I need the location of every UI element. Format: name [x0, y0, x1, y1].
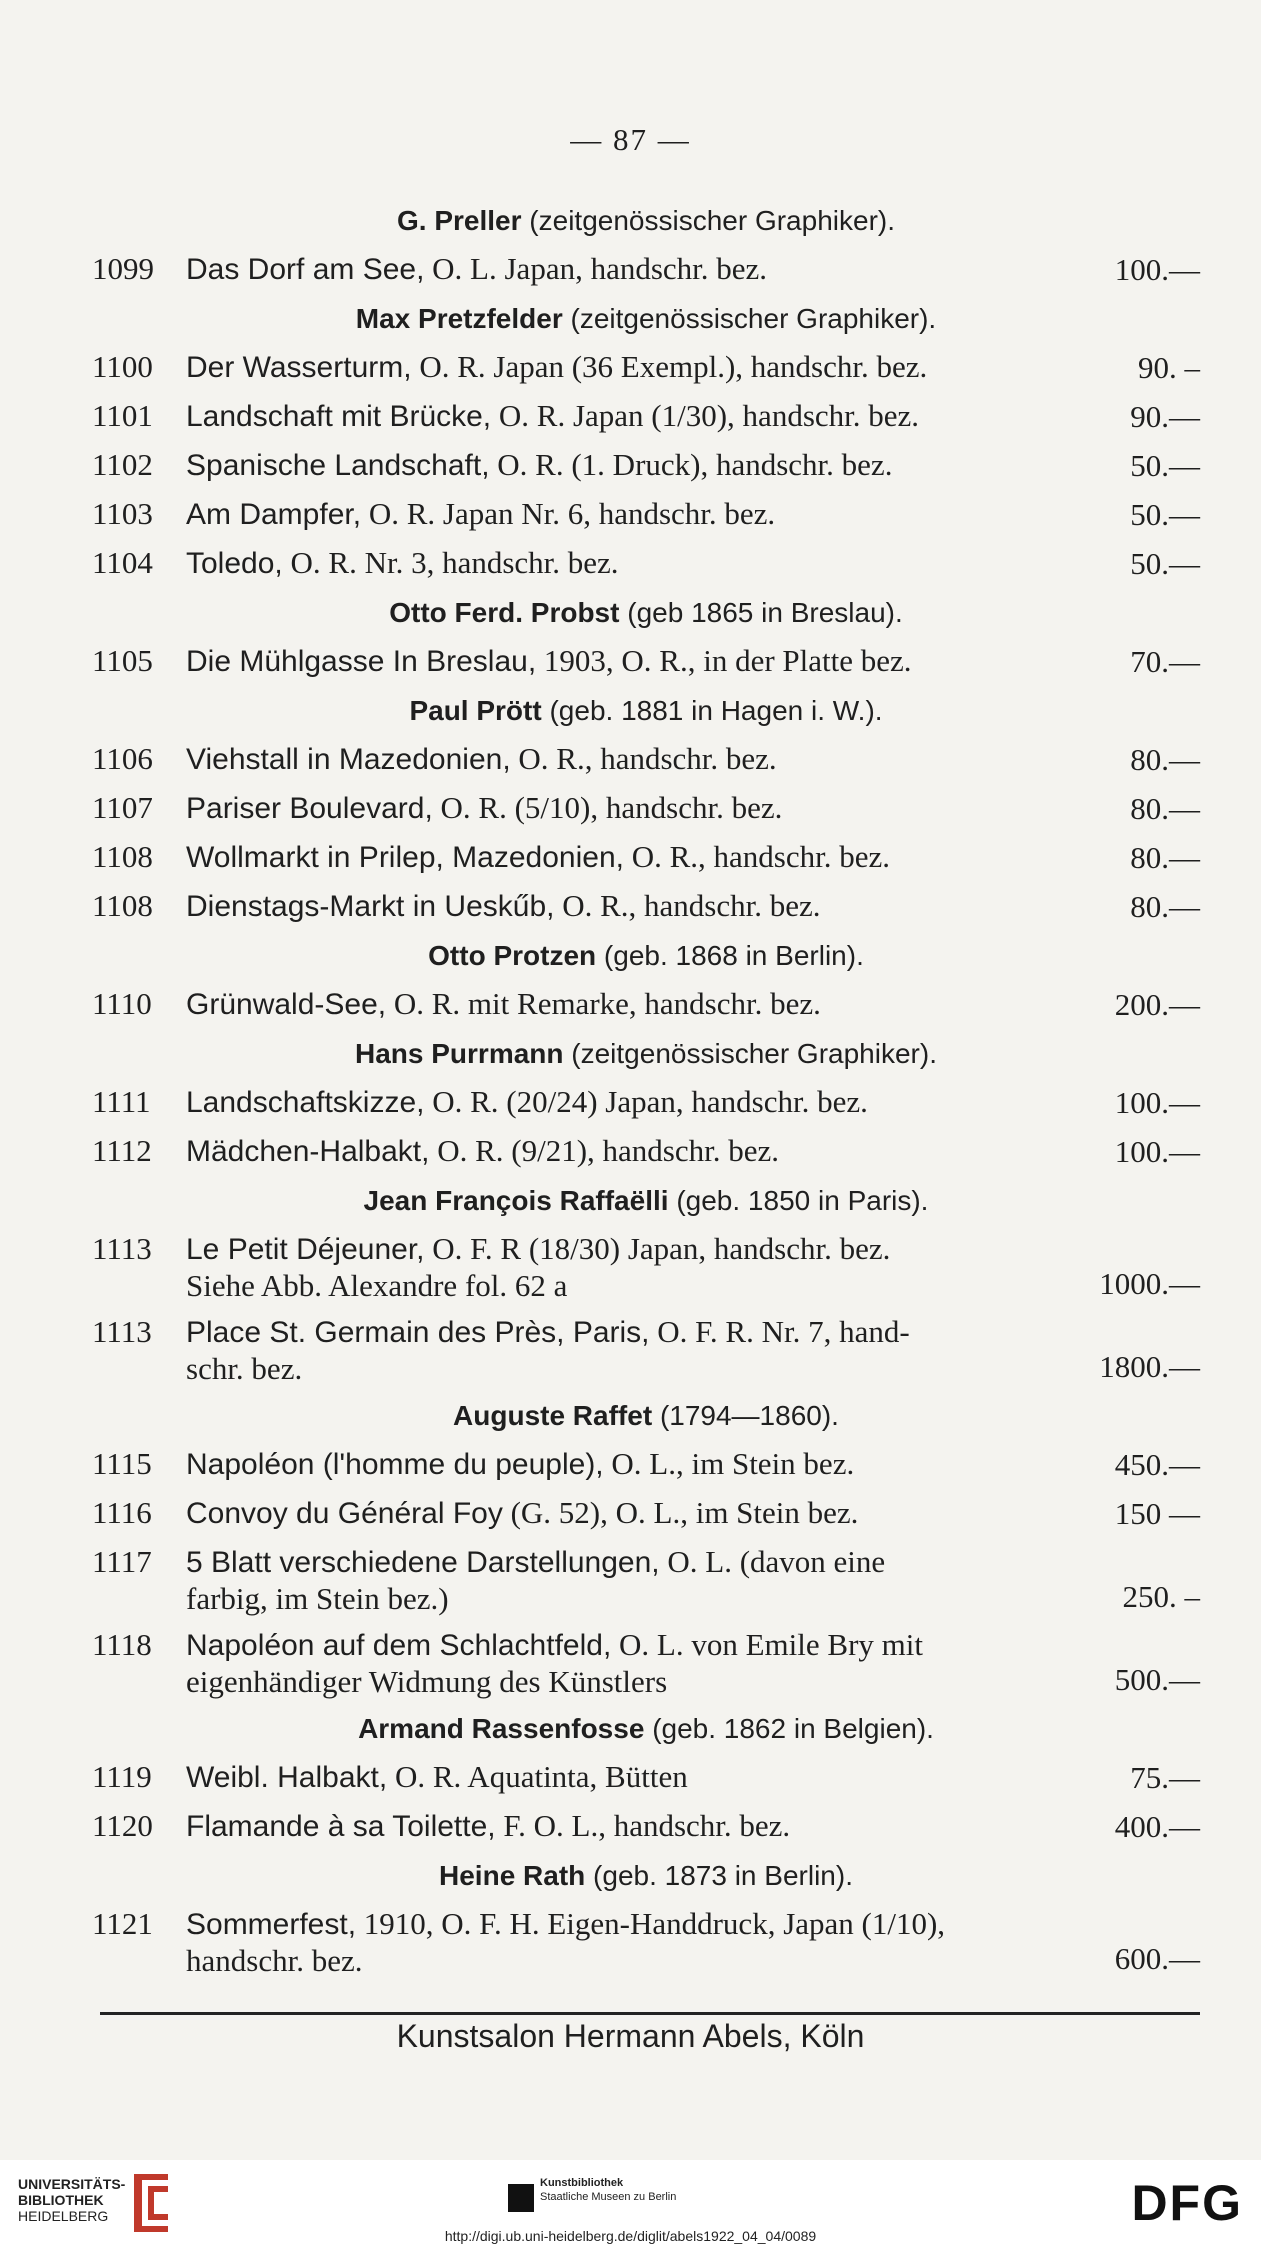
lot-price: 80.— — [1130, 889, 1200, 924]
lot-description — [186, 1538, 1080, 1621]
artist-info: (1794—1860). — [659, 1400, 839, 1431]
lot-number: 1107 — [92, 790, 153, 825]
lot-title: Flamande à sa Toilette, — [186, 1810, 496, 1843]
footer-title: Kunstsalon Hermann Abels, Köln — [396, 2018, 865, 2054]
lot-detail-continued: eigenhändiger Widmung des Künstlers — [186, 1664, 668, 1699]
lot-price: 100.— — [1114, 252, 1200, 287]
lot-price: 100.— — [1114, 1134, 1200, 1169]
catalog-entry — [92, 1753, 1200, 1802]
artist-name: Otto Protzen — [428, 940, 597, 971]
lot-price: 500.— — [1114, 1662, 1200, 1697]
artist-heading — [92, 931, 1200, 980]
catalog-content — [92, 196, 1200, 1983]
lot-description — [186, 1900, 1080, 1983]
catalog-entry — [92, 1440, 1200, 1489]
lot-title: Napoléon (l'homme du peuple), — [186, 1448, 604, 1481]
artist-name: Hans Purrmann — [355, 1038, 564, 1069]
lot-detail: O. R. Aquatinta, Bütten — [387, 1759, 688, 1794]
lot-price: 50.— — [1130, 497, 1200, 532]
library-line2: BIBLIOTHEK — [18, 2192, 104, 2208]
lot-number: 1120 — [92, 1808, 153, 1843]
lot-detail: O. R., handschr. bez. — [510, 741, 777, 776]
lot-detail-continued: farbig, im Stein bez.) — [186, 1581, 449, 1616]
lot-description — [186, 343, 1080, 392]
lot-title: Pariser Boulevard, — [186, 792, 433, 825]
lot-description — [186, 539, 1080, 588]
lot-number: 1108 — [92, 839, 153, 874]
catalog-entry — [92, 1308, 1200, 1391]
lot-detail: F. O. L., handschr. bez. — [495, 1808, 791, 1843]
artist-name: Max Pretzfelder — [355, 303, 563, 334]
catalog-entry — [92, 1621, 1200, 1704]
lot-price: 90. – — [1138, 350, 1200, 385]
lot-detail: O. L., im Stein bez. — [603, 1446, 855, 1481]
lot-price: 600.— — [1114, 1941, 1200, 1976]
lot-number: 1118 — [92, 1627, 152, 1662]
library-line1: UNIVERSITÄTS- — [18, 2176, 126, 2192]
lot-detail-continued: Siehe Abb. Alexandre fol. 62 a — [186, 1268, 568, 1303]
lot-title: Dienstags-Markt in Ueskűb, — [186, 890, 555, 923]
artist-name: Heine Rath — [439, 1860, 586, 1891]
catalog-entry — [92, 1802, 1200, 1851]
artist-info: (geb 1865 in Breslau). — [627, 597, 903, 628]
lot-description — [186, 441, 1080, 490]
lot-title: Place St. Germain des Près, Paris, — [186, 1316, 650, 1349]
catalog-entry — [92, 1225, 1200, 1308]
lot-number: 1112 — [92, 1133, 152, 1168]
lot-detail: O. R. (1. Druck), handschr. bez. — [489, 447, 893, 482]
lot-title: Wollmarkt in Prilep, Mazedonien, — [186, 841, 624, 874]
lot-price: 50.— — [1130, 448, 1200, 483]
lot-price: 450.— — [1114, 1447, 1200, 1482]
lot-number: 1116 — [92, 1495, 152, 1530]
lot-detail: O. F. R (18/30) Japan, handschr. bez. — [424, 1231, 891, 1266]
lot-title: Viehstall in Mazedonien, — [186, 743, 511, 776]
lot-description — [186, 833, 1080, 882]
lot-detail: O. R. (20/24) Japan, handschr. bez. — [424, 1084, 868, 1119]
artist-name: Auguste Raffet — [453, 1400, 653, 1431]
lot-number: 1099 — [92, 251, 154, 286]
lot-detail-continued: schr. bez. — [186, 1351, 303, 1386]
lot-detail: O. F. R. Nr. 7, hand- — [649, 1314, 910, 1349]
lot-number: 1108 — [92, 888, 153, 923]
lot-number: 1111 — [92, 1084, 151, 1119]
lot-detail: O. R. Japan (36 Exempl.), handschr. bez. — [411, 349, 928, 384]
catalog-entry — [92, 441, 1200, 490]
catalog-entry — [92, 245, 1200, 294]
lot-detail-continued: handschr. bez. — [186, 1943, 363, 1978]
lot-price: 100.— — [1114, 1085, 1200, 1120]
artist-heading — [92, 1029, 1200, 1078]
lot-title: Die Mühlgasse In Breslau, — [186, 645, 537, 678]
artist-info: (zeitgenössischer Graphiker). — [571, 1038, 937, 1069]
source-url-link[interactable]: http://digi.ub.uni-heidelberg.de/diglit/abels1922_04_04/0089 — [444, 2228, 817, 2244]
lot-title: Convoy du Général Foy — [186, 1497, 503, 1530]
catalog-entry — [92, 1078, 1200, 1127]
lot-price: 80.— — [1130, 840, 1200, 875]
lot-detail: O. R. Japan (1/30), handschr. bez. — [491, 398, 920, 433]
lot-description — [186, 735, 1080, 784]
kb-line1: Kunstbibliothek — [540, 2177, 624, 2189]
catalog-entry — [92, 392, 1200, 441]
lot-number: 1117 — [92, 1544, 152, 1579]
catalog-entry — [92, 882, 1200, 931]
lot-title: Das Dorf am See, — [186, 253, 425, 286]
ub-heidelberg-label — [18, 2176, 125, 2224]
digitization-bar — [0, 2160, 1261, 2248]
lot-title: Mädchen-Halbakt, — [186, 1135, 430, 1168]
library-line3: HEIDELBERG — [18, 2208, 109, 2224]
lot-description — [186, 784, 1080, 833]
kb-line2: Staatliche Museen zu Berlin — [540, 2191, 677, 2203]
lot-number: 1101 — [92, 398, 153, 433]
catalog-entry — [92, 1489, 1200, 1538]
lot-description — [186, 1489, 1080, 1538]
lot-number: 1113 — [92, 1314, 152, 1349]
artist-info: (geb. 1850 in Paris). — [676, 1185, 929, 1216]
lot-number: 1104 — [92, 545, 153, 580]
page-number: — 87 — — [570, 122, 691, 157]
lot-price: 80.— — [1130, 742, 1200, 777]
catalog-entry — [92, 637, 1200, 686]
lot-detail: O. R. (5/10), handschr. bez. — [432, 790, 783, 825]
lot-title: Le Petit Déjeuner, — [186, 1233, 425, 1266]
lot-description — [186, 245, 1080, 294]
lot-number: 1115 — [92, 1446, 152, 1481]
catalog-entry — [92, 1900, 1200, 1983]
catalog-entry — [92, 980, 1200, 1029]
catalog-entry — [92, 343, 1200, 392]
artist-heading — [92, 196, 1200, 245]
artist-info: (geb. 1868 in Berlin). — [603, 940, 864, 971]
lot-detail: O. L. Japan, handschr. bez. — [424, 251, 768, 286]
catalog-entry — [92, 539, 1200, 588]
artist-name: Jean François Raffaëlli — [363, 1185, 669, 1216]
lot-number: 1105 — [92, 643, 153, 678]
artist-name: Paul Prött — [409, 695, 542, 726]
lot-title: Weibl. Halbakt, — [186, 1761, 388, 1794]
lot-description — [186, 1440, 1080, 1489]
lot-title: Grünwald-See, — [186, 988, 387, 1021]
lot-detail: O. R., handschr. bez. — [554, 888, 821, 923]
kunstbibliothek-icon — [508, 2184, 534, 2212]
lot-description — [186, 1308, 1080, 1391]
lot-detail: O. R., handschr. bez. — [623, 839, 890, 874]
artist-info: (geb. 1873 in Berlin). — [593, 1860, 853, 1891]
lot-price: 90.— — [1130, 399, 1200, 434]
artist-info: (zeitgenössischer Graphiker). — [529, 205, 895, 236]
artist-heading — [92, 686, 1200, 735]
catalog-entry — [92, 1127, 1200, 1176]
artist-name: Otto Ferd. Probst — [389, 597, 620, 628]
artist-heading — [92, 1704, 1200, 1753]
footer-rule — [100, 2012, 1200, 2015]
lot-number: 1102 — [92, 447, 153, 482]
lot-number: 1113 — [92, 1231, 152, 1266]
lot-detail: 1910, O. F. H. Eigen-Handdruck, Japan (1/10), — [356, 1906, 946, 1941]
lot-number: 1100 — [92, 349, 153, 384]
catalog-entry — [92, 735, 1200, 784]
lot-description — [186, 1753, 1080, 1802]
lot-number: 1103 — [92, 496, 153, 531]
lot-number: 1119 — [92, 1759, 152, 1794]
artist-heading — [92, 588, 1200, 637]
lot-detail: O. L. von Emile Bry mit — [611, 1627, 923, 1662]
artist-heading — [92, 1851, 1200, 1900]
lot-description — [186, 637, 1080, 686]
lot-price: 50.— — [1130, 546, 1200, 581]
lot-description — [186, 392, 1080, 441]
lot-description — [186, 1225, 1080, 1308]
lot-detail: 1903, O. R., in der Platte bez. — [536, 643, 912, 678]
lot-description — [186, 980, 1080, 1029]
lot-price: 80.— — [1130, 791, 1200, 826]
lot-price: 200.— — [1114, 987, 1200, 1022]
kunstbibliothek-label — [540, 2176, 676, 2204]
artist-info: (geb. 1881 in Hagen i. W.). — [549, 695, 883, 726]
catalog-entry — [92, 1538, 1200, 1621]
lot-detail: O. R. (9/21), handschr. bez. — [429, 1133, 780, 1168]
lot-title: Am Dampfer, — [186, 498, 362, 531]
lot-description — [186, 882, 1080, 931]
lot-price: 70.— — [1130, 644, 1200, 679]
lot-price: 1800.— — [1099, 1349, 1200, 1384]
artist-heading — [92, 1391, 1200, 1440]
lot-title: Der Wasserturm, — [186, 351, 412, 384]
lot-number: 1121 — [92, 1906, 153, 1941]
artist-name: Armand Rassenfosse — [358, 1713, 645, 1744]
artist-heading — [92, 1176, 1200, 1225]
catalog-entry — [92, 784, 1200, 833]
lot-title: 5 Blatt verschiedene Darstellungen, — [186, 1546, 660, 1579]
artist-info: (geb. 1862 in Belgien). — [652, 1713, 934, 1744]
lot-detail: O. R. mit Remarke, handschr. bez. — [386, 986, 821, 1021]
lot-title: Landschaftskizze, — [186, 1086, 425, 1119]
lot-title: Landschaft mit Brücke, — [186, 400, 492, 433]
lot-price: 75.— — [1130, 1760, 1200, 1795]
lot-detail: O. R. Nr. 3, handschr. bez. — [282, 545, 619, 580]
lot-number: 1106 — [92, 741, 153, 776]
lot-title: Napoléon auf dem Schlachtfeld, — [186, 1629, 612, 1662]
artist-name: G. Preller — [397, 205, 522, 236]
lot-price: 400.— — [1114, 1809, 1200, 1844]
lot-description — [186, 1621, 1080, 1704]
lot-title: Sommerfest, — [186, 1908, 357, 1941]
artist-info: (zeitgenössischer Graphiker). — [570, 303, 937, 334]
lot-description — [186, 1078, 1080, 1127]
lot-title: Spanische Landschaft, — [186, 449, 490, 482]
lot-description — [186, 1127, 1080, 1176]
catalog-entry — [92, 833, 1200, 882]
lot-title: Toledo, — [186, 547, 283, 580]
lot-description — [186, 1802, 1080, 1851]
lot-detail: O. L. (davon eine — [659, 1544, 886, 1579]
catalog-entry — [92, 490, 1200, 539]
lot-price: 250. – — [1122, 1579, 1200, 1614]
lot-detail: (G. 52), O. L., im Stein bez. — [502, 1495, 859, 1530]
lot-number: 1110 — [92, 986, 152, 1021]
dfg-logo: DFG — [1131, 2175, 1243, 2231]
artist-heading — [92, 294, 1200, 343]
ub-logo-icon — [128, 2170, 174, 2236]
lot-detail: O. R. Japan Nr. 6, handschr. bez. — [361, 496, 776, 531]
lot-price: 150 — — [1114, 1496, 1200, 1531]
lot-description — [186, 490, 1080, 539]
lot-price: 1000.— — [1099, 1266, 1200, 1301]
